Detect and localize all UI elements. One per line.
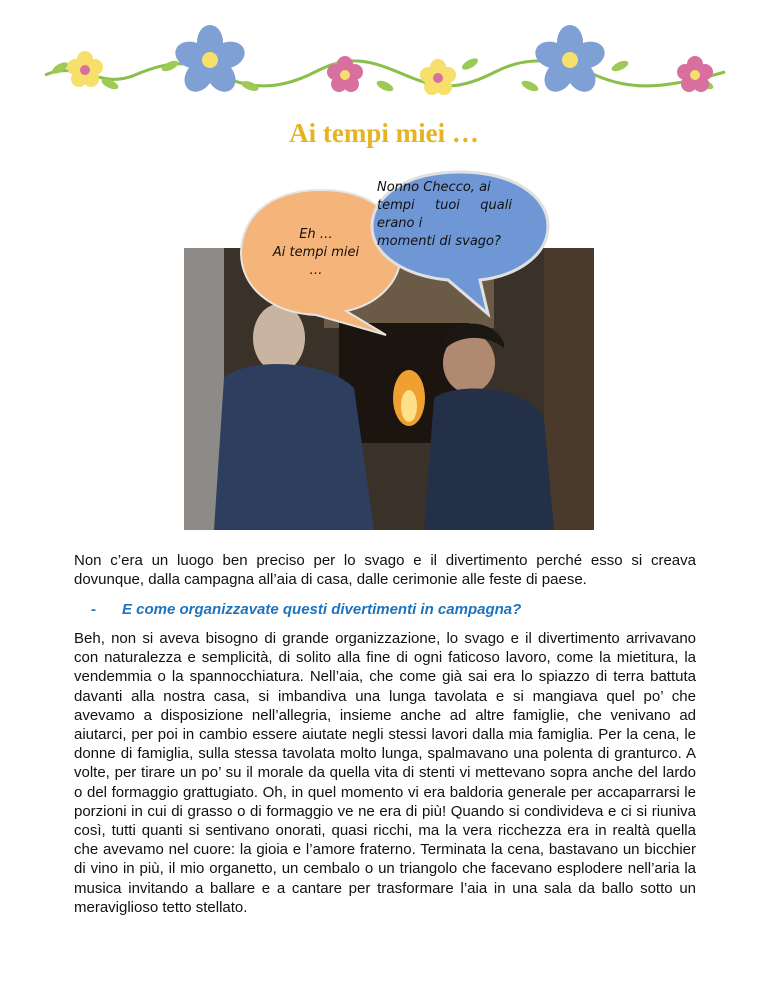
bubble-left-line: Ai tempi miei — [272, 245, 360, 260]
bubble-right-line: tempi tuoi quali — [377, 198, 512, 213]
question-dash: - — [91, 601, 96, 618]
question-text: E come organizzavate questi divertimenti in campagna? — [122, 601, 522, 618]
answer-paragraph: Beh, non si aveva bisogno di grande organizzazione, lo svago e il divertimento arrivavano con naturalezza e semplicità, di solito alla fine di ogni faticoso lavoro, come la mietitura, la vendemmia o la spannocchiatura. Nell’aia, che come già sai era lo spiazzo di terra battuta davanti alla nostra casa, si imbandiva una lunga tavolata e si mangiava quel po’ che avevamo a disposizione nell’allegria, insieme anche ad altre famiglie, che venivano ad aiutarci, per poi in cambio essere aiutate negli stessi lavori dalla mia famiglia. Per la cena, le donne di famiglia, sulla stessa tavolata molto lunga, spalmavano una polenta di granturco. A volte, per tirare un po’ su il morale da quella vita di stenti vi mettevano sopra anche del lardo o del formaggio grattugiato. Oh, in quel momento vi era baldoria generale per accaparrarsi le porzioni in cui di grasso o di formaggio ve ne era di più! Quando si condivideva e ci si riuniva così, tutti quanti si sentivano onorati, quasi ricchi, ma la vera ricchezza era in realtà quella che avevamo nel cuore: la gioia e l’amore fraterno. Terminata la cena, bastavano un bicchier di vino in più, il mio organetto, un cembalo o un triangolo che facevano esplodere nell’aria la musica invitando a ballare e a cantare per trasformare l’aia in una sala da ballo sotto un meraviglioso tetto stellato. — [74, 630, 696, 916]
bubble-left-text — [266, 226, 366, 280]
blue-flower-icon — [172, 25, 248, 97]
flower-banner — [40, 20, 730, 110]
bubble-left-line: … — [309, 263, 323, 278]
page-title: Ai tempi miei … — [289, 118, 479, 148]
yellow-flower-icon — [67, 51, 103, 87]
pink-flower-icon — [677, 56, 713, 92]
interview-question — [91, 600, 711, 619]
yellow-flower-icon — [420, 59, 456, 95]
bubble-right-line: Nonno Checco, ai — [377, 180, 491, 195]
intro-paragraph: Non c’era un luogo ben preciso per lo svago e il divertimento perché esso si creava dovunque, dalla campagna all’aia di casa, dalle cerimonie alle feste di paese. — [74, 552, 696, 589]
bubble-right-text — [377, 179, 512, 251]
bubble-right-line: erano i — [377, 216, 423, 231]
bubble-left-line: Eh … — [299, 227, 333, 242]
bubble-right-line: momenti di svago? — [377, 234, 501, 249]
blue-flower-icon — [532, 25, 608, 97]
leaf-decoration — [50, 56, 715, 93]
